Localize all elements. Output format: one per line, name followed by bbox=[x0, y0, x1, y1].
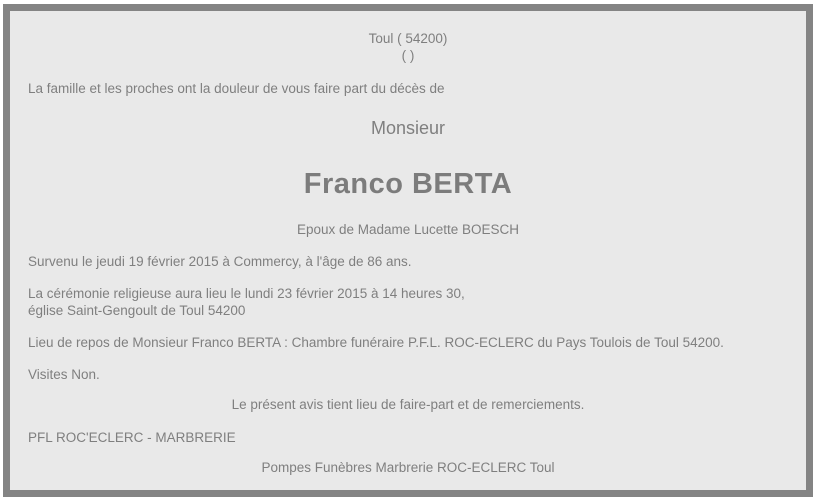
spouse-line: Epoux de Madame Lucette BOESCH bbox=[296, 222, 520, 237]
closing-line: Le présent avis tient lieu de faire-part et de remerciements. bbox=[231, 397, 585, 412]
intro-line: La famille et les proches ont la douleur de vous faire part du décès de bbox=[28, 81, 445, 96]
death-notice-panel bbox=[3, 4, 813, 497]
ceremony-line-1: La cérémonie religieuse aura lieu le lundi 23 février 2015 à 14 heures 30, bbox=[28, 286, 465, 301]
visits-line: Visites Non. bbox=[28, 367, 100, 382]
city-line: Toul ( 54200) bbox=[368, 31, 448, 46]
civility-line: Monsieur bbox=[370, 118, 446, 138]
ceremony-line-2: église Saint-Gengoult de Toul 54200 bbox=[28, 302, 246, 318]
footer-line: Pompes Funèbres Marbrerie ROC-ECLERC Toul bbox=[261, 460, 555, 475]
ceremony-block bbox=[28, 286, 788, 319]
death-line: Survenu le jeudi 19 février 2015 à Commercy, à l'âge de 86 ans. bbox=[28, 254, 412, 269]
empty-parens-line: ( ) bbox=[401, 48, 415, 63]
funeral-home-line: PFL ROC'ECLERC - MARBRERIE bbox=[28, 430, 236, 445]
repose-line: Lieu de repos de Monsieur Franco BERTA : Chambre funéraire P.F.L. ROC-ECLERC du Pays Toulois de Toul 54200. bbox=[28, 335, 724, 350]
deceased-name: Franco BERTA bbox=[303, 168, 513, 200]
